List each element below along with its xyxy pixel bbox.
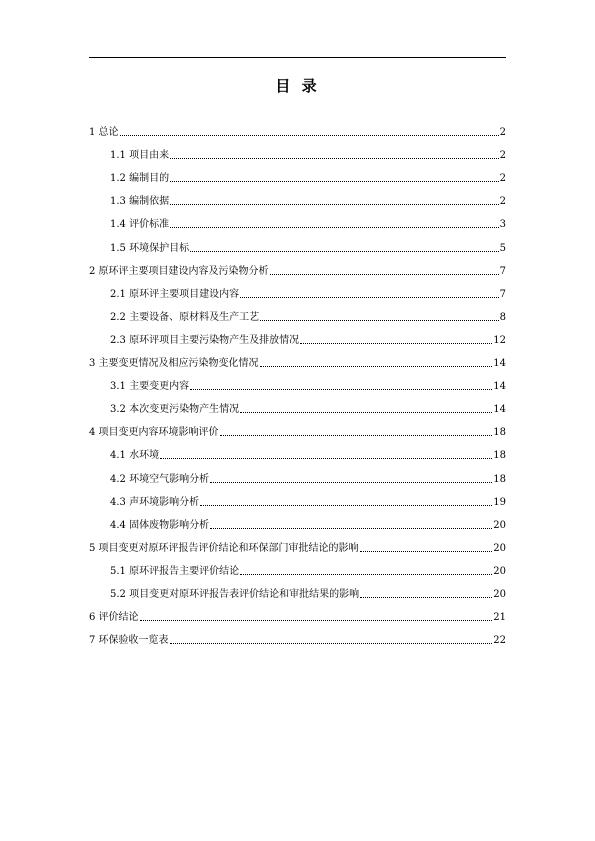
toc-entry-label: 7 环保验收一览表 — [89, 635, 169, 647]
toc-entry-label: 4.3 声环境影响分析 — [110, 496, 200, 508]
toc-page-number: 2 — [499, 150, 506, 162]
toc-section-entry[interactable] — [110, 171, 506, 185]
toc-dot-leader — [270, 273, 499, 275]
toc-entry-label: 1.2 编制目的 — [110, 173, 170, 185]
toc-dot-leader — [210, 481, 492, 483]
toc-section-entry[interactable] — [110, 587, 506, 601]
toc-page-number: 7 — [499, 288, 506, 300]
toc-chapter-entry[interactable] — [89, 425, 506, 439]
toc-page-number: 21 — [493, 612, 506, 624]
toc-entry-label: 2.3 原环评项目主要污染物产生及排放情况 — [110, 334, 300, 346]
toc-section-entry[interactable] — [110, 241, 506, 255]
toc-dot-leader — [240, 573, 492, 575]
toc-section-entry[interactable] — [110, 379, 506, 393]
toc-chapter-entry[interactable] — [89, 356, 506, 370]
toc-section-entry[interactable] — [110, 472, 506, 486]
toc-page-number: 2 — [499, 127, 506, 138]
toc-entry-label: 5 项目变更对原环评报告评价结论和环保部门审批结论的影响 — [89, 542, 359, 554]
toc-entry-label: 1.4 评价标准 — [110, 219, 170, 231]
toc-section-entry[interactable] — [110, 148, 506, 162]
toc-section-entry[interactable] — [110, 194, 506, 208]
toc-dot-leader — [300, 342, 492, 344]
toc-entry-label: 1.5 环境保护目标 — [110, 242, 190, 254]
toc-page-number: 7 — [499, 265, 506, 277]
toc-entry-label: 4.2 环境空气影响分析 — [110, 473, 210, 485]
toc-page-number: 20 — [493, 519, 506, 531]
toc-entry-label: 2.2 主要设备、原材料及生产工艺 — [110, 311, 260, 323]
toc-entry-label: 1 总论 — [89, 127, 119, 138]
toc-section-entry[interactable] — [110, 448, 506, 462]
toc-dot-leader — [240, 296, 499, 298]
toc-page-number: 20 — [493, 542, 506, 554]
toc-section-entry[interactable] — [110, 495, 506, 509]
toc-dot-leader — [200, 504, 492, 506]
toc-dot-leader — [160, 457, 492, 459]
toc-entry-label: 3 主要变更情况及相应污染物变化情况 — [89, 358, 259, 369]
toc-dot-leader — [190, 250, 499, 252]
toc-entry-label: 3.1 主要变更内容 — [110, 381, 190, 393]
toc-page-number: 3 — [499, 219, 506, 231]
toc-entry-label: 1.3 编制依据 — [110, 196, 170, 208]
toc-page-number: 19 — [493, 496, 506, 508]
toc-dot-leader — [170, 226, 499, 228]
toc-title: 目 录 — [275, 77, 320, 95]
toc-entry-label: 3.2 本次变更污染物产生情况 — [110, 404, 240, 416]
toc-dot-leader — [260, 319, 499, 321]
toc-entry-label: 2 原环评主要项目建设内容及污染物分析 — [89, 265, 269, 277]
toc-dot-leader — [140, 619, 493, 621]
toc-chapter-entry[interactable] — [89, 633, 506, 647]
toc-entry-label: 4 项目变更内容环境影响评价 — [89, 427, 219, 439]
toc-dot-leader — [170, 642, 493, 644]
toc-entry-label: 6 评价结论 — [89, 612, 139, 624]
toc-entry-label: 1.1 项目由来 — [110, 150, 170, 162]
toc-section-entry[interactable] — [110, 333, 506, 347]
toc-page-number: 2 — [499, 173, 506, 185]
toc-section-entry[interactable] — [110, 217, 506, 231]
toc-page-number: 8 — [499, 311, 506, 323]
toc-page-number: 12 — [493, 334, 506, 346]
toc-dot-leader — [260, 365, 493, 367]
toc-page-number: 5 — [499, 242, 506, 254]
toc-section-entry[interactable] — [110, 310, 506, 324]
toc-page-number: 14 — [493, 381, 506, 393]
toc-dot-leader — [220, 434, 493, 436]
toc-page-number: 14 — [493, 404, 506, 416]
toc-dot-leader — [360, 550, 493, 552]
toc-section-entry[interactable] — [110, 287, 506, 301]
toc-page-number: 2 — [499, 196, 506, 208]
toc-entry-label: 5.1 原环评报告主要评价结论 — [110, 565, 240, 577]
toc-entry-label: 4.4 固体废物影响分析 — [110, 519, 210, 531]
toc-page-number: 18 — [493, 473, 506, 485]
toc-section-entry[interactable] — [110, 564, 506, 578]
toc-dot-leader — [170, 157, 499, 159]
toc-dot-leader — [240, 411, 492, 413]
toc-page-number: 18 — [493, 450, 506, 462]
toc-chapter-entry[interactable] — [89, 264, 506, 278]
toc-dot-leader — [170, 180, 499, 182]
toc-page-number: 20 — [493, 565, 506, 577]
toc-section-entry[interactable] — [110, 518, 506, 532]
toc-dot-leader — [120, 134, 499, 136]
toc-dot-leader — [170, 203, 499, 205]
toc-page-number: 22 — [493, 635, 506, 647]
toc-dot-leader — [190, 388, 492, 390]
toc-entry-label: 2.1 原环评主要项目建设内容 — [110, 288, 240, 300]
toc-page-number: 14 — [493, 358, 506, 369]
toc-entry-label: 5.2 项目变更对原环评报告表评价结论和审批结果的影响 — [110, 589, 360, 600]
toc-section-entry[interactable] — [110, 402, 506, 416]
toc-dot-leader — [210, 527, 492, 529]
toc-page-number: 18 — [493, 427, 506, 439]
toc-entry-label: 4.1 水环境 — [110, 450, 160, 462]
toc-chapter-entry[interactable] — [89, 125, 506, 139]
toc-page-number: 20 — [493, 589, 506, 600]
toc-chapter-entry[interactable] — [89, 610, 506, 624]
toc-dot-leader — [360, 596, 492, 598]
toc-chapter-entry[interactable] — [89, 541, 506, 555]
